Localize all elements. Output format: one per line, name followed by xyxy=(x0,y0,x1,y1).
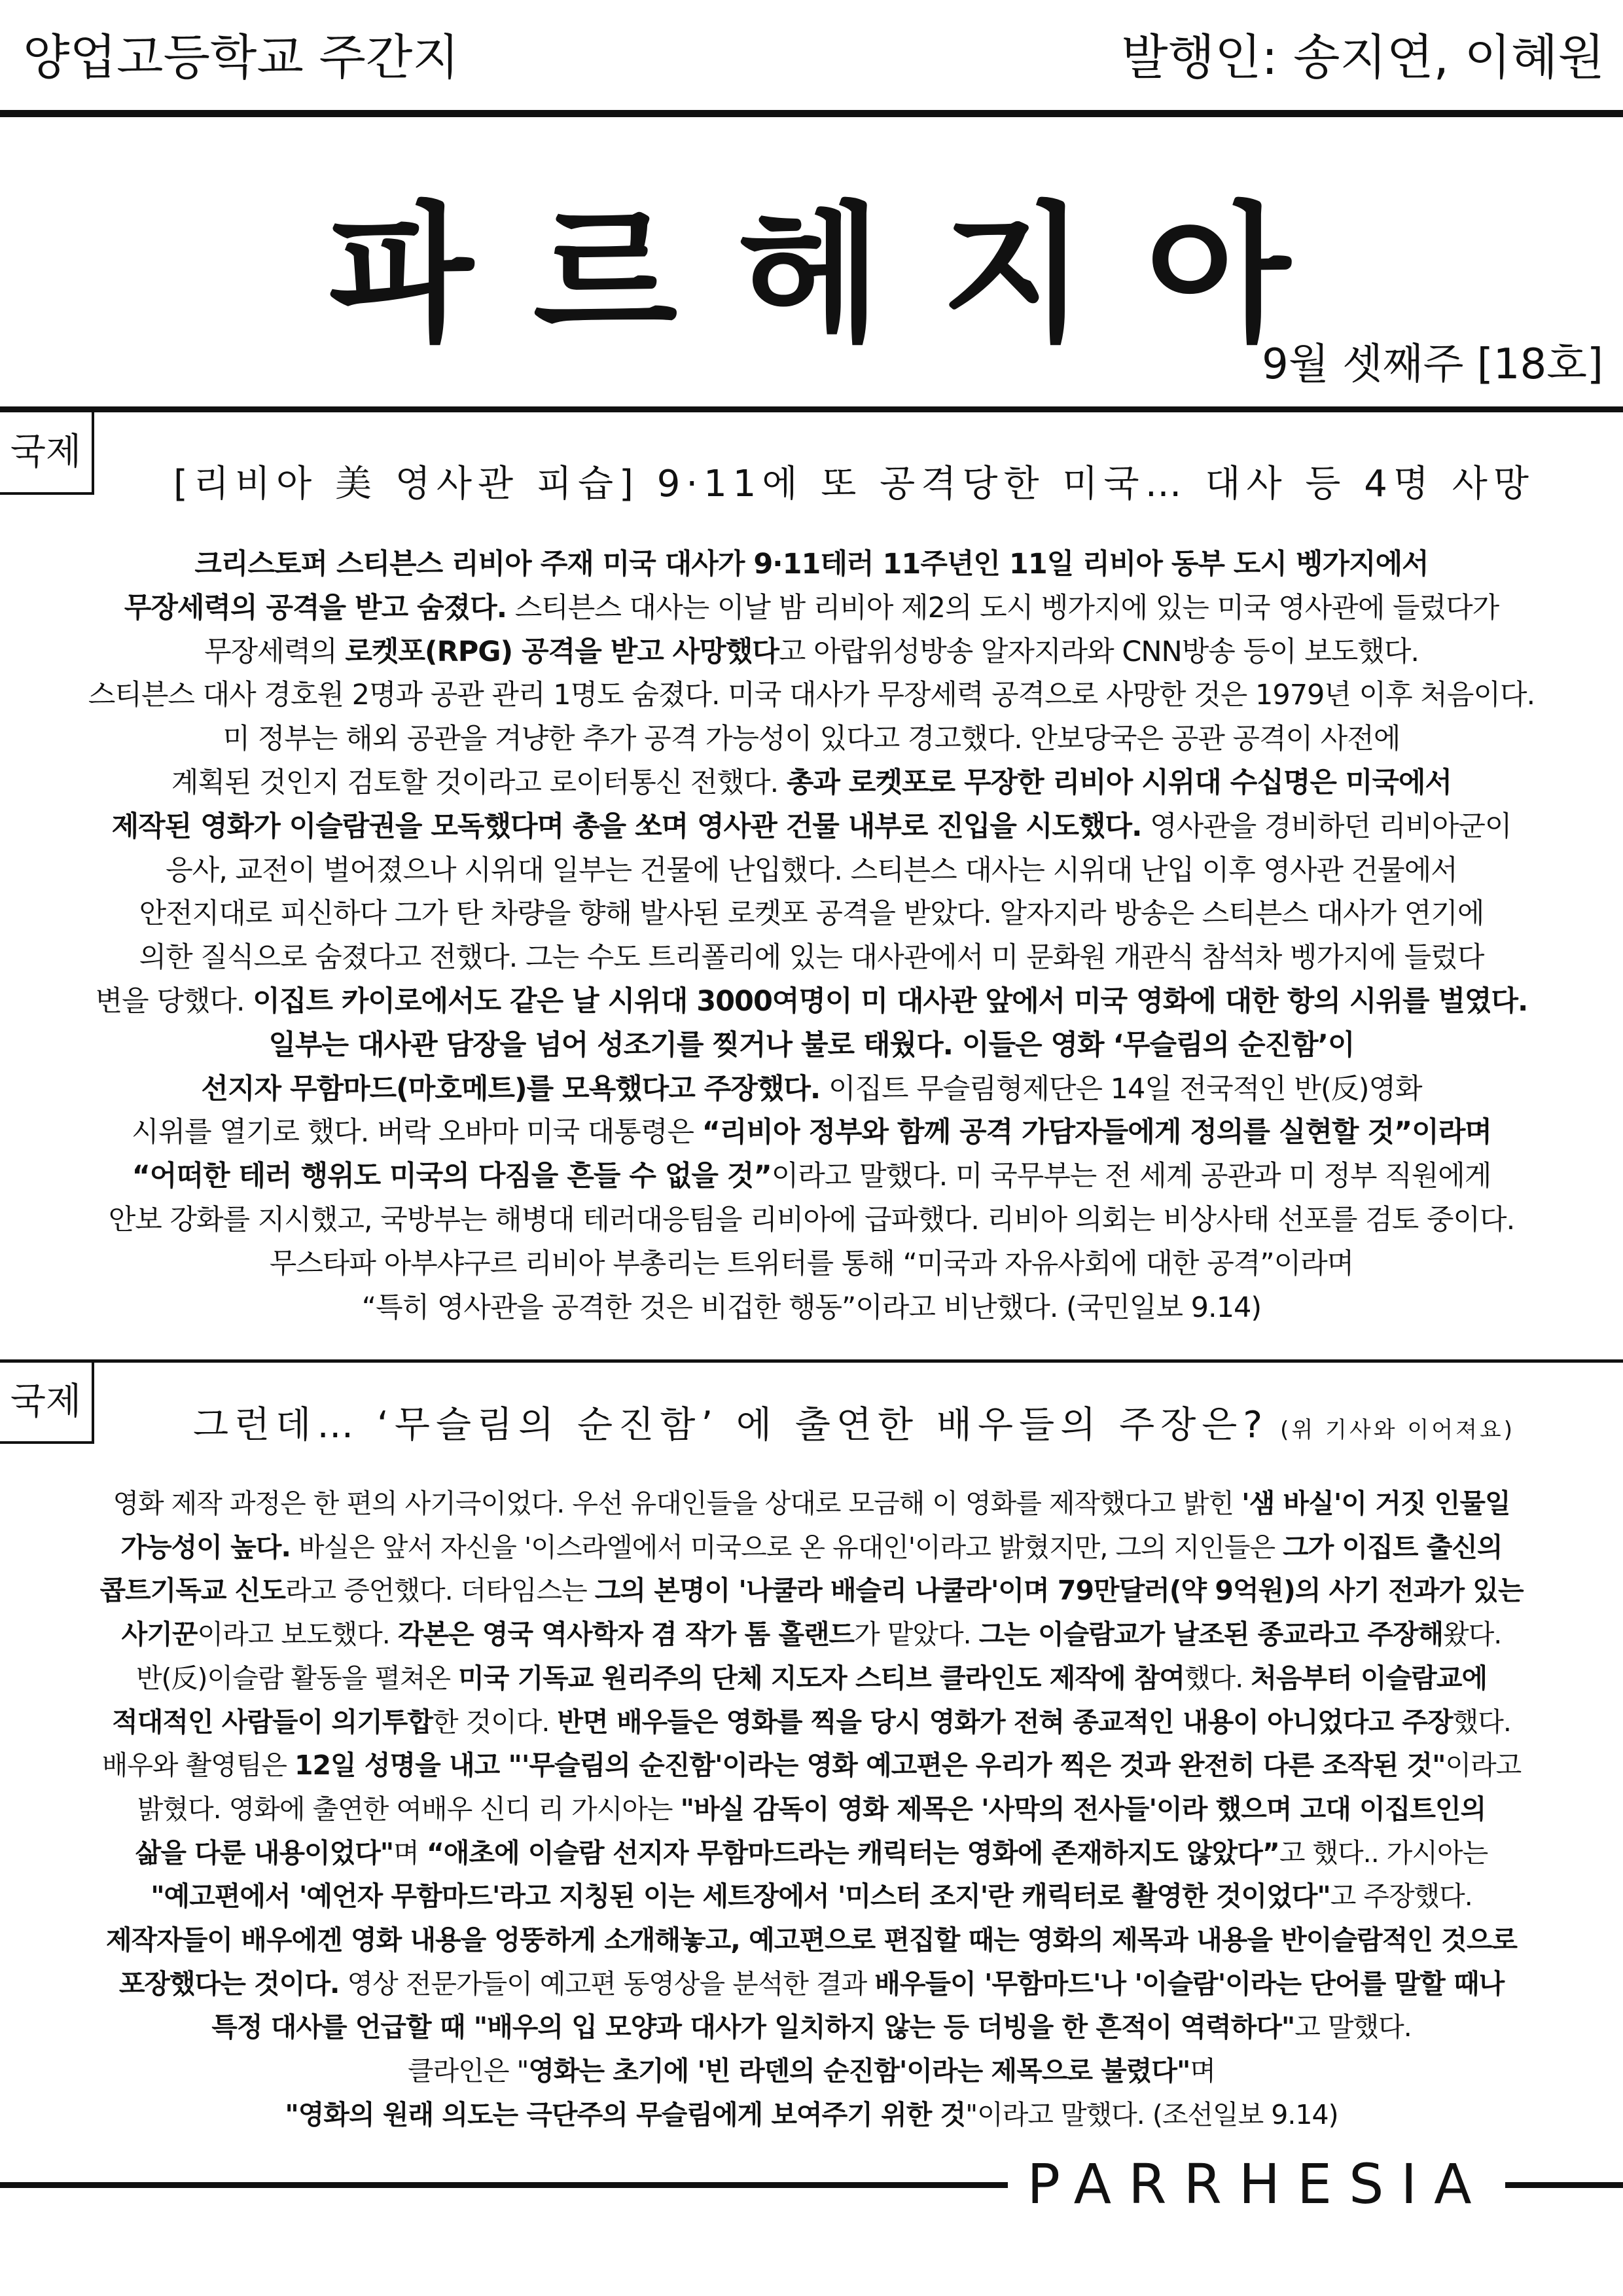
article-line-text xyxy=(139,892,1484,936)
text-segment: 고 주장했다. xyxy=(1330,1880,1472,1912)
article-line-text xyxy=(122,1613,1502,1657)
article-line xyxy=(12,1526,1611,1570)
issue-label: 9월 셋째주 [18호] xyxy=(1262,340,1603,389)
bold-text-segment: 반면 배우들은 영화를 찍을 당시 영화가 전혀 종교적인 내용이 아니었다고 주장 xyxy=(557,1706,1453,1738)
bold-text-segment: 제작자들이 배우에겐 영화 내용을 엉뚱하게 소개해놓고, 예고편으로 편집할 때는 영화의 제목과 내용을 반이슬람적인 것으로 xyxy=(105,1924,1518,1956)
article-line xyxy=(12,1569,1611,1613)
article-line-text xyxy=(120,1526,1502,1570)
article-line xyxy=(12,1067,1611,1111)
text-segment: 했다. xyxy=(1452,1706,1511,1738)
article-line xyxy=(12,1744,1611,1787)
article-line xyxy=(12,630,1611,674)
section-label: 국제 xyxy=(10,1380,82,1423)
text-segment: 이라고 말했다. 미 국무부는 전 세계 공관과 미 정부 직원에게 xyxy=(771,1160,1491,1193)
text-segment: 고 했다.. 가시아는 xyxy=(1279,1837,1488,1869)
bold-text-segment: “어떠한 테러 행위도 미국의 다짐을 흔들 수 없을 것” xyxy=(132,1160,772,1193)
text-segment: 가 맡았다. xyxy=(854,1619,979,1651)
headline-text: [리비아 美 영사관 피습] 9·11에 또 공격당한 미국… 대사 등 4명 사망 xyxy=(173,463,1535,505)
text-segment: 라고 증언했다. 더타임스는 xyxy=(285,1575,595,1607)
bold-text-segment: "바실 감독이 영화 제목은 '사막의 전사들'이라 했으며 고대 이집트인의 xyxy=(680,1793,1486,1825)
text-segment: 변을 당했다. xyxy=(95,984,253,1018)
article-line-text xyxy=(194,543,1428,586)
article-headline xyxy=(124,455,1584,514)
article-line-text xyxy=(135,1831,1488,1875)
article-line xyxy=(12,1831,1611,1875)
bold-text-segment: 제작된 영화가 이슬람권을 모독했다며 총을 쏘며 영사관 건물 내부로 진입을 시도했다. xyxy=(111,810,1142,843)
bold-text-segment: 특정 대사를 언급할 때 "배우의 입 모양과 대사가 일치하지 않는 등 더빙을 한 흔적이 역력하다" xyxy=(211,2011,1295,2043)
text-segment: 스티븐스 대사는 이날 밤 리비아 제2의 도시 벵가지에 있는 미국 영사관에 들렀다가 xyxy=(507,591,1499,624)
section-label: 국제 xyxy=(10,431,82,473)
bold-text-segment: 그가 이집트 출신의 xyxy=(1283,1531,1503,1563)
bold-text-segment: 삶을 다룬 내용이었다" xyxy=(135,1837,394,1869)
article-line-text xyxy=(362,1286,1261,1330)
masthead-title: 파 르 헤 지 아 xyxy=(329,188,1294,362)
article-line-text xyxy=(109,1198,1515,1242)
article-line-text xyxy=(136,1657,1487,1700)
section-tab xyxy=(0,1363,94,1444)
article-line xyxy=(12,1286,1611,1330)
article-line xyxy=(12,586,1611,630)
article-line-text xyxy=(285,2093,1338,2137)
bold-text-segment: 총과 로켓포로 무장한 리비아 시위대 수십명은 미국에서 xyxy=(786,766,1452,799)
article-line xyxy=(12,2093,1611,2137)
article-line-text xyxy=(223,717,1400,761)
bold-text-segment: 콥트기독교 신도 xyxy=(99,1575,285,1607)
article-line xyxy=(12,2005,1611,2049)
text-segment: 응사, 교전이 벌어졌으나 시위대 일부는 건물에 난입했다. 스티븐스 대사는 시위대 난입 이후 영사관 건물에서 xyxy=(166,853,1457,887)
article-line-text xyxy=(113,1482,1510,1526)
bold-text-segment: 영화는 초기에 '빈 라덴의 순진함'이라는 제목으로 불렸다" xyxy=(528,2055,1190,2087)
article-line xyxy=(12,1700,1611,1744)
bold-text-segment: 이집트 카이로에서도 같은 날 시위대 3000여명이 미 대사관 앞에서 미국 영화에 대한 항의 시위를 벌였다. xyxy=(253,984,1528,1018)
text-segment: 무장세력의 xyxy=(204,635,346,668)
text-segment: 했다. xyxy=(1185,1662,1251,1694)
text-segment: 무스타파 아부샤구르 리비아 부총리는 트위터를 통해 “미국과 자유사회에 대한 공격”이라며 xyxy=(269,1247,1354,1280)
article-line-text xyxy=(124,586,1499,630)
text-segment: 바실은 앞서 자신을 '이스라엘에서 미국으로 온 유대인'이라고 밝혔지만, 그의 지인들은 xyxy=(290,1531,1283,1563)
article-line xyxy=(12,2049,1611,2093)
article-line xyxy=(12,1155,1611,1198)
brand-wordmark: PARRHESIA xyxy=(1027,2152,1489,2216)
footer-brand xyxy=(1016,2148,1500,2220)
article-line xyxy=(12,1962,1611,2006)
article-line-text xyxy=(132,1111,1491,1155)
article-line-text xyxy=(166,849,1457,893)
article-line xyxy=(12,673,1611,717)
text-segment: 안보 강화를 지시했고, 국방부는 해병대 테러대응팀을 리비아에 급파했다. 리비아 의회는 비상사태 선포를 검토 중이다. xyxy=(108,1203,1515,1236)
bold-text-segment: 미국 기독교 원리주의 단체 지도자 스티브 클라인도 제작에 참여 xyxy=(458,1662,1185,1694)
article-line-text xyxy=(96,980,1528,1024)
text-segment: 이라고 xyxy=(1445,1749,1522,1782)
bold-text-segment: 처음부터 이슬람교에 xyxy=(1251,1662,1488,1694)
article-line xyxy=(12,1613,1611,1657)
text-segment: 영사관을 경비하던 리비아군이 xyxy=(1141,810,1512,843)
text-segment: 한 것이다. xyxy=(432,1706,558,1738)
bold-text-segment: 12일 성명을 내고 "'무슬림의 순진함'이라는 영화 예고편은 우리가 찍은 것과 완전히 다른 조작된 것" xyxy=(294,1749,1446,1782)
article-line-text xyxy=(408,2049,1215,2093)
article-line xyxy=(12,892,1611,936)
text-segment: 밝혔다. 영화에 출연한 여배우 신디 리 가시아는 xyxy=(137,1793,681,1825)
article-line-text xyxy=(270,1242,1353,1286)
bold-text-segment: 배우들이 '무함마드'나 '이슬람'이라는 단어를 말할 때나 xyxy=(874,1967,1505,2000)
text-segment: 고 아랍위성방송 알자지라와 CNN방송 등이 보도했다. xyxy=(778,635,1419,668)
publisher-credit: 발행인: 송지연, 이혜원 xyxy=(1121,29,1605,86)
text-segment: 이라고 보도했다. xyxy=(197,1619,398,1651)
bold-text-segment: “리비아 정부와 함께 공격 가담자들에게 정의를 실현할 것”이라며 xyxy=(702,1116,1491,1149)
article-line-text xyxy=(201,1067,1421,1111)
text-segment: 영상 전문가들이 예고편 동영상을 분석한 결과 xyxy=(339,1967,875,2000)
text-segment: 계획된 것인지 검토할 것이라고 로이터통신 전했다. xyxy=(171,766,787,799)
bold-text-segment: 그의 본명이 '나쿨라 배슬리 나쿨라'이며 79만달러(약 9억원)의 사기 전과가 있는 xyxy=(594,1575,1524,1607)
text-segment: 왔다. xyxy=(1443,1619,1502,1651)
headline-note: (위 기사와 이어져요) xyxy=(1280,1417,1516,1443)
text-segment: 미 정부는 해외 공관을 겨냥한 추가 공격 가능성이 있다고 경고했다. 안보당국은 공관 공격이 사전에 xyxy=(223,723,1400,756)
article-line-text xyxy=(171,761,1452,805)
publication-name: 양업고등학교 주간지 xyxy=(23,29,459,86)
bold-text-segment: 포장했다는 것이다. xyxy=(118,1967,340,2000)
article-line xyxy=(12,936,1611,980)
bold-text-segment: "영화의 원래 의도는 극단주의 무슬림에게 보여주기 위한 것 xyxy=(285,2098,966,2130)
text-segment: 반(反)이슬람 활동을 펼쳐온 xyxy=(135,1662,459,1694)
text-segment: 며 xyxy=(393,1837,427,1869)
text-segment: 배우와 촬영팀은 xyxy=(101,1749,294,1782)
bold-text-segment: 사기꾼 xyxy=(121,1619,198,1651)
bold-text-segment: 가능성이 높다. xyxy=(120,1531,291,1563)
header-rule xyxy=(0,110,1623,117)
text-segment: 의한 질식으로 숨졌다고 전했다. 그는 수도 트리폴리에 있는 대사관에서 미 문화원 개관식 참석차 벵가지에 들렀다 xyxy=(139,941,1484,975)
text-segment: 시위를 열기로 했다. 버락 오바마 미국 대통령은 xyxy=(132,1116,702,1149)
bold-text-segment: 무장세력의 공격을 받고 숨졌다. xyxy=(124,591,507,624)
article-line xyxy=(12,1198,1611,1242)
article-body xyxy=(12,1482,1611,2137)
article-line-text xyxy=(204,630,1419,674)
article-line-text xyxy=(106,1918,1517,1962)
text-segment: 영화 제작 과정은 한 편의 사기극이었다. 우선 유대인들을 상대로 모금해 이 영화를 제작했다고 밝힌 xyxy=(113,1488,1242,1519)
article-line xyxy=(12,805,1611,849)
headline-text: 그런데… ‘무슬림의 순진함’ 에 출연한 배우들의 주장은? xyxy=(192,1404,1269,1446)
article-line-text xyxy=(102,1744,1522,1787)
bold-text-segment: 각본은 영국 역사학자 겸 작가 톰 홀랜드 xyxy=(397,1619,855,1651)
article-line xyxy=(12,1242,1611,1286)
article-line xyxy=(12,1918,1611,1962)
section-divider xyxy=(0,1359,1623,1363)
bold-text-segment: 크리스토퍼 스티븐스 리비아 주재 미국 대사가 9·11테러 11주년인 11일 리비아 동부 도시 벵가지에서 xyxy=(194,548,1429,581)
article-line xyxy=(12,1482,1611,1526)
article-line xyxy=(12,1657,1611,1700)
article-line xyxy=(12,980,1611,1024)
article-line-text xyxy=(112,805,1512,849)
article-line-text xyxy=(151,1874,1472,1918)
masthead-rule xyxy=(0,406,1623,412)
bold-text-segment: 로켓포(RPG) 공격을 받고 사망했다 xyxy=(345,635,779,668)
text-segment: 클라인은 " xyxy=(408,2055,529,2087)
article-line xyxy=(12,1111,1611,1155)
bold-text-segment: "예고편에서 '예언자 무함마드'라고 지칭된 이는 세트장에서 '미스터 조지'란 캐릭터로 촬영한 것이었다" xyxy=(151,1880,1330,1912)
article-line xyxy=(12,717,1611,761)
article-line xyxy=(12,849,1611,893)
article-line-text xyxy=(211,2005,1411,2049)
text-segment: 안전지대로 피신하다 그가 탄 차량을 향해 발사된 로켓포 공격을 받았다. 알자지라 방송은 스티븐스 대사가 연기에 xyxy=(139,897,1484,931)
bold-text-segment: '샘 바실'이 거짓 인물일 xyxy=(1241,1488,1510,1519)
article-body xyxy=(12,543,1611,1329)
article-line xyxy=(12,1787,1611,1831)
article-line-text xyxy=(139,936,1484,980)
bold-text-segment: “애초에 이슬람 선지자 무함마드라는 캐릭터는 영화에 존재하지도 않았다” xyxy=(426,1837,1279,1869)
text-segment: 며 xyxy=(1190,2055,1215,2087)
article-line-text xyxy=(137,1787,1486,1831)
article-headline xyxy=(124,1396,1584,1455)
article-line-text xyxy=(268,1024,1354,1067)
text-segment: "이라고 말했다. (조선일보 9.14) xyxy=(965,2098,1338,2130)
footer-rule xyxy=(0,2182,1008,2188)
bold-text-segment: 선지자 무함마드(마호메트)를 모욕했다고 주장했다. xyxy=(201,1072,821,1105)
bold-text-segment: 일부는 대사관 담장을 넘어 성조기를 찢거나 불로 태웠다. 이들은 영화 ‘무슬림의 순진함’이 xyxy=(268,1028,1355,1062)
article-line-text xyxy=(112,1700,1511,1744)
text-segment: 고 말했다. xyxy=(1294,2011,1412,2043)
article-line xyxy=(12,1874,1611,1918)
footer-rule xyxy=(1505,2182,1623,2188)
bold-text-segment: 그는 이슬람교가 날조된 종교라고 주장해 xyxy=(978,1619,1444,1651)
article-line-text xyxy=(119,1962,1504,2006)
article-line-text xyxy=(99,1569,1523,1613)
article-line-text xyxy=(132,1155,1491,1198)
text-segment: “특히 영사관을 공격한 것은 비겁한 행동”이라고 비난했다. (국민일보 9.14) xyxy=(361,1291,1262,1324)
text-segment: 이집트 무슬림형제단은 14일 전국적인 반(反)영화 xyxy=(820,1072,1422,1105)
section-tab xyxy=(0,412,94,495)
article-line xyxy=(12,1024,1611,1067)
text-segment: 스티븐스 대사 경호원 2명과 공관 관리 1명도 숨졌다. 미국 대사가 무장세력 공격으로 사망한 것은 1979년 이후 처음이다. xyxy=(88,679,1535,712)
bold-text-segment: 적대적인 사람들이 의기투합 xyxy=(112,1706,433,1738)
article-line xyxy=(12,761,1611,805)
article-line-text xyxy=(88,673,1535,717)
headline-group xyxy=(193,1396,1515,1460)
article-line xyxy=(12,543,1611,586)
